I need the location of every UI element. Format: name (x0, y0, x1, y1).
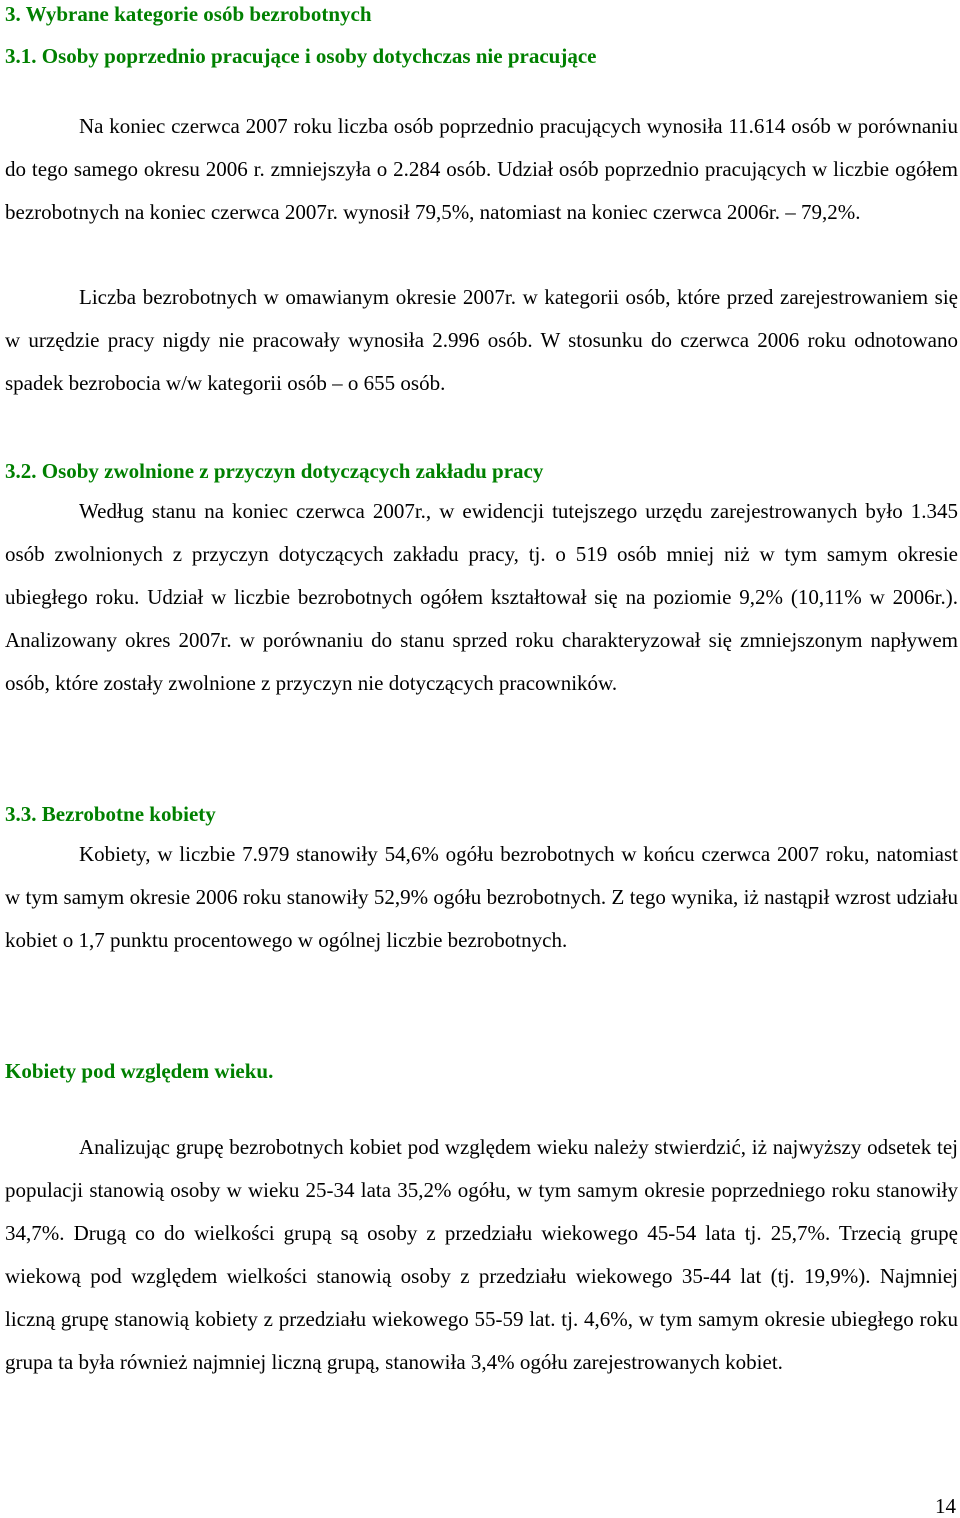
paragraph-3-1-previously-employed: Na koniec czerwca 2007 roku liczba osób poprzednio pracujących wynosiła 11.614 osób w porównaniu do tego samego okresu 2006 r. zmniejszyła o 2.284 osób. Udział osób poprzednio pracujących w liczbie ogółem bezrobotnych na koniec czerwca 2007r. wynosił 79,5%, natomiast na koniec czerwca 2006r. – 79,2%. (5, 114, 958, 224)
subsection-heading-3-3: 3.3. Bezrobotne kobiety (5, 802, 216, 826)
paragraph-women-age: Analizując grupę bezrobotnych kobiet pod względem wieku należy stwierdzić, iż najwyższy odsetek tej populacji stanowią osoby w wieku 25-34 lata 35,2% ogółu, w tym samym okresie poprzedniego roku stanowiły 34,7%. Drugą co do wielkości grupą są osoby z przedziału wiekowego 45-54 lata tj. 25,7%. Trzecią grupę wiekową pod względem wielkości stanowią osoby z przedziału wiekowego 35-44 lat (tj. 19,9%). Najmniej liczną grupę stanowią kobiety z przedziału wiekowego 55-59 lat. tj. 4,6%, w tym samym okresie ubiegłego roku grupa ta była również najmniej liczną grupą, stanowiła 3,4% ogółu zarejestrowanych kobiet. (5, 1135, 958, 1374)
paragraph-3-1-never-employed: Liczba bezrobotnych w omawianym okresie 2007r. w kategorii osób, które przed zarejestrowaniem się w urzędzie pracy nigdy nie pracowały wynosiła 2.996 osób. W stosunku do czerwca 2006 roku odnotowano spadek bezrobocia w/w kategorii osób – o 655 osób. (5, 285, 958, 395)
paragraph-3-2-dismissed: Według stanu na koniec czerwca 2007r., w ewidencji tutejszego urzędu zarejestrowanych było 1.345 osób zwolnionych z przyczyn dotyczących zakładu pracy, tj. o 519 osób mniej niż w tym samym okresie ubiegłego roku. Udział w liczbie bezrobotnych ogółem kształtował się na poziomie 9,2% (10,11% w 2006r.). Analizowany okres 2007r. w porównaniu do stanu sprzed roku charakteryzował się zmniejszonym napływem osób, które zostały zwolnione z przyczyn nie dotyczących pracowników. (5, 499, 958, 695)
section-heading: 3. Wybrane kategorie osób bezrobotnych (5, 2, 372, 26)
page-number: 14 (935, 1494, 956, 1518)
subsection-heading-women-age: Kobiety pod względem wieku. (5, 1059, 274, 1083)
subsection-heading-3-2: 3.2. Osoby zwolnione z przyczyn dotyczących zakładu pracy (5, 459, 544, 483)
subsection-heading-3-1: 3.1. Osoby poprzednio pracujące i osoby dotychczas nie pracujące (5, 44, 597, 68)
paragraph-3-3-women: Kobiety, w liczbie 7.979 stanowiły 54,6% ogółu bezrobotnych w końcu czerwca 2007 roku, natomiast w tym samym okresie 2006 roku stanowiły 52,9% ogółu bezrobotnych. Z tego wynika, iż nastąpił wzrost udziału kobiet o 1,7 punktu procentowego w ogólnej liczbie bezrobotnych. (5, 842, 958, 952)
